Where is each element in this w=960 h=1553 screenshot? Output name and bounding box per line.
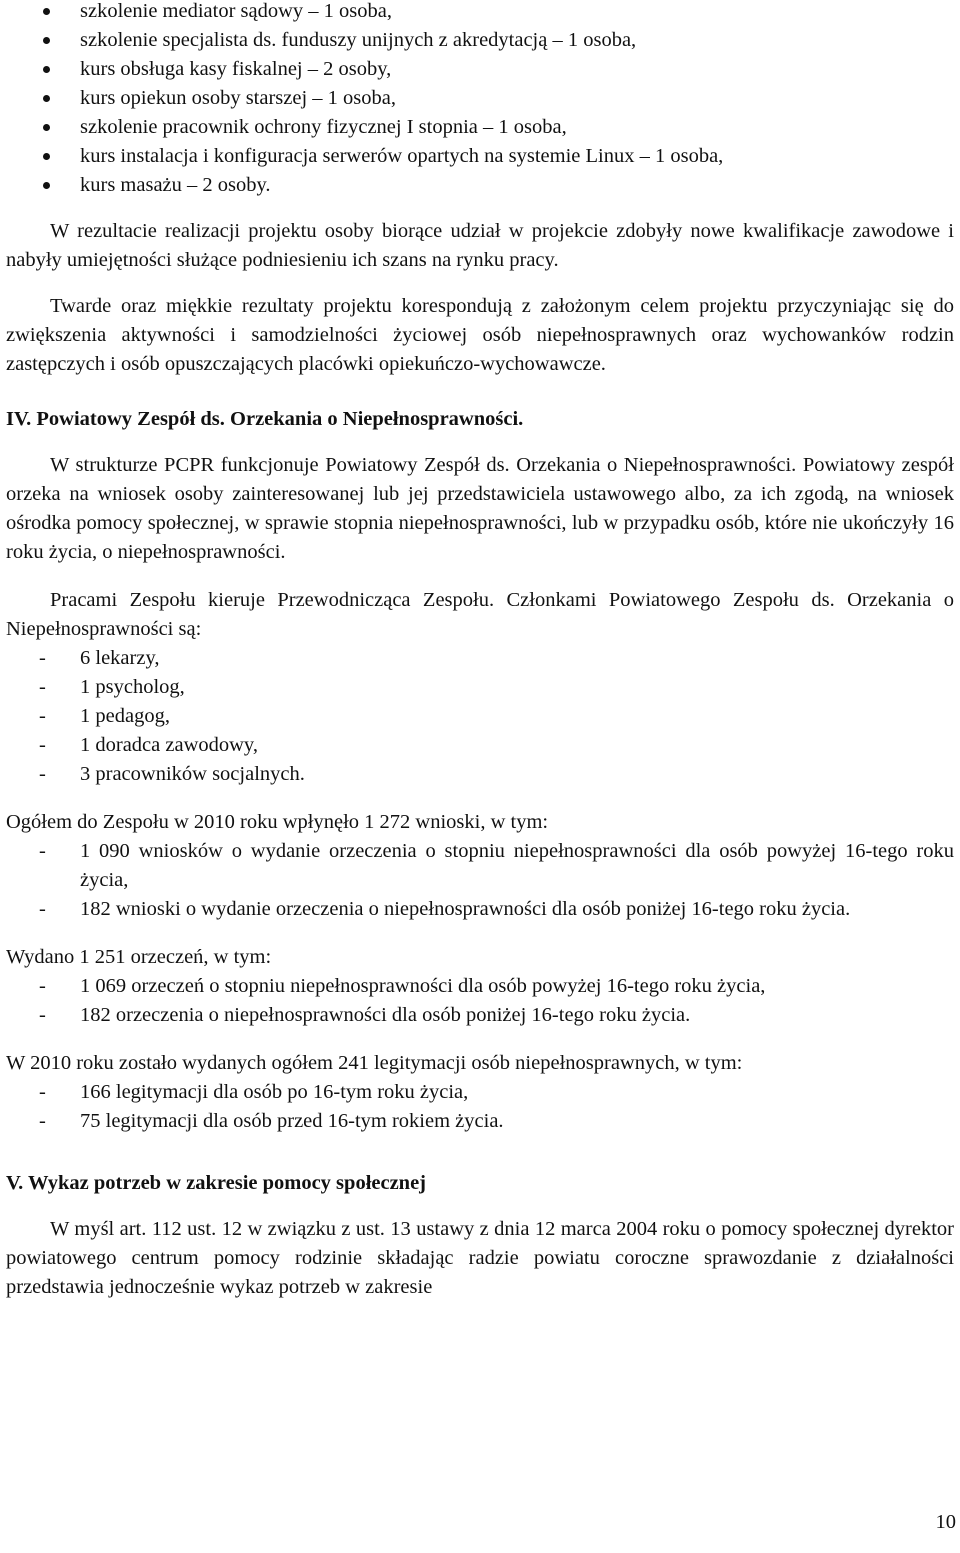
list-item: kurs masażu – 2 osoby. (6, 171, 954, 200)
list-item: - 6 lekarzy, (6, 644, 954, 673)
document-page (6, 0, 954, 1302)
list-item: - 3 pracowników socjalnych. (6, 760, 954, 789)
section-5-paragraph: W myśl art. 112 ust. 12 w związku z ust. 13 ustawy z dnia 12 marca 2004 roku o pomocy społecznej dyrektor powiatowego centrum pomocy rodzinie składając radzie powiatu coroczne sprawozdanie z działalności przedstawia jednocześnie wykaz potrzeb w zakresie (6, 1218, 954, 1298)
list-item: szkolenie specjalista ds. funduszy unijnych z akredytacją – 1 osoba, (6, 26, 954, 55)
list-item: - 1 069 orzeczeń o stopniu niepełnosprawności dla osób powyżej 16-tego roku życia, (6, 972, 954, 1001)
page-number: 10 (935, 1511, 956, 1533)
members-list (6, 644, 954, 789)
section-5-heading: V. Wykaz potrzeb w zakresie pomocy społecznej (6, 1172, 427, 1194)
training-list (6, 0, 954, 200)
list-item: - 166 legitymacji dla osób po 16-tym roku życia, (6, 1078, 954, 1107)
results-paragraph: Twarde oraz miękkie rezultaty projektu korespondują z założonym celem projektu przyczyniając się do zwiększenia aktywności i samodzielności życiowej osób niepełnosprawnych oraz wychowanków rodzin zastępczych i osób opuszczających placówki opiekuńczo-wychowawcze. (6, 295, 954, 375)
team-description-paragraph: W strukturze PCPR funkcjonuje Powiatowy Zespół ds. Orzekania o Niepełnosprawności. Powiatowy zespół orzeka na wniosek osoby zainteresowanej lub jej przedstawiciela ustawowego albo, za ich zgodą, na wniosek ośrodka pomocy społecznej, w sprawie stopnia niepełnosprawności, lub w przypadku osób, które nie ukończyły 16 roku życia, o niepełnosprawności. (6, 454, 954, 563)
list-item: - 182 wnioski o wydanie orzeczenia o niepełnosprawności dla osób poniżej 16-tego roku życia. (6, 895, 954, 924)
applications-list (6, 837, 954, 924)
list-item: szkolenie mediator sądowy – 1 osoba, (6, 0, 954, 26)
team-members-paragraph: Pracami Zespołu kieruje Przewodnicząca Zespołu. Członkami Powiatowego Zespołu ds. Orzekania o Niepełnosprawności są: (6, 589, 954, 640)
list-item: szkolenie pracownik ochrony fizycznej I stopnia – 1 osoba, (6, 113, 954, 142)
list-item: kurs obsługa kasy fiskalnej – 2 osoby, (6, 55, 954, 84)
issued-list (6, 972, 954, 1030)
section-4-heading: IV. Powiatowy Zespół ds. Orzekania o Niepełnosprawności. (6, 408, 524, 430)
ids-list (6, 1078, 954, 1136)
list-item: - 75 legitymacji dla osób przed 16-tym rokiem życia. (6, 1107, 954, 1136)
list-item: - 1 doradca zawodowy, (6, 731, 954, 760)
list-item: kurs instalacja i konfiguracja serwerów opartych na systemie Linux – 1 osoba, (6, 142, 954, 171)
ids-intro: W 2010 roku zostało wydanych ogółem 241 legitymacji osób niepełnosprawnych, w tym: (6, 1052, 743, 1074)
list-item: kurs opiekun osoby starszej – 1 osoba, (6, 84, 954, 113)
issued-intro: Wydano 1 251 orzeczeń, w tym: (6, 946, 272, 968)
list-item: - 1 090 wniosków o wydanie orzeczenia o stopniu niepełnosprawności dla osób powyżej 16-tego roku życia, (6, 837, 954, 895)
list-item: - 1 psycholog, (6, 673, 954, 702)
result-paragraph: W rezultacie realizacji projektu osoby biorące udział w projekcie zdobyły nowe kwalifikacje zawodowe i nabyły umiejętności służące podniesieniu ich szans na rynku pracy. (6, 220, 954, 271)
applications-intro: Ogółem do Zespołu w 2010 roku wpłynęło 1 272 wnioski, w tym: (6, 811, 549, 833)
list-item: - 182 orzeczenia o niepełnosprawności dla osób poniżej 16-tego roku życia. (6, 1001, 954, 1030)
list-item: - 1 pedagog, (6, 702, 954, 731)
